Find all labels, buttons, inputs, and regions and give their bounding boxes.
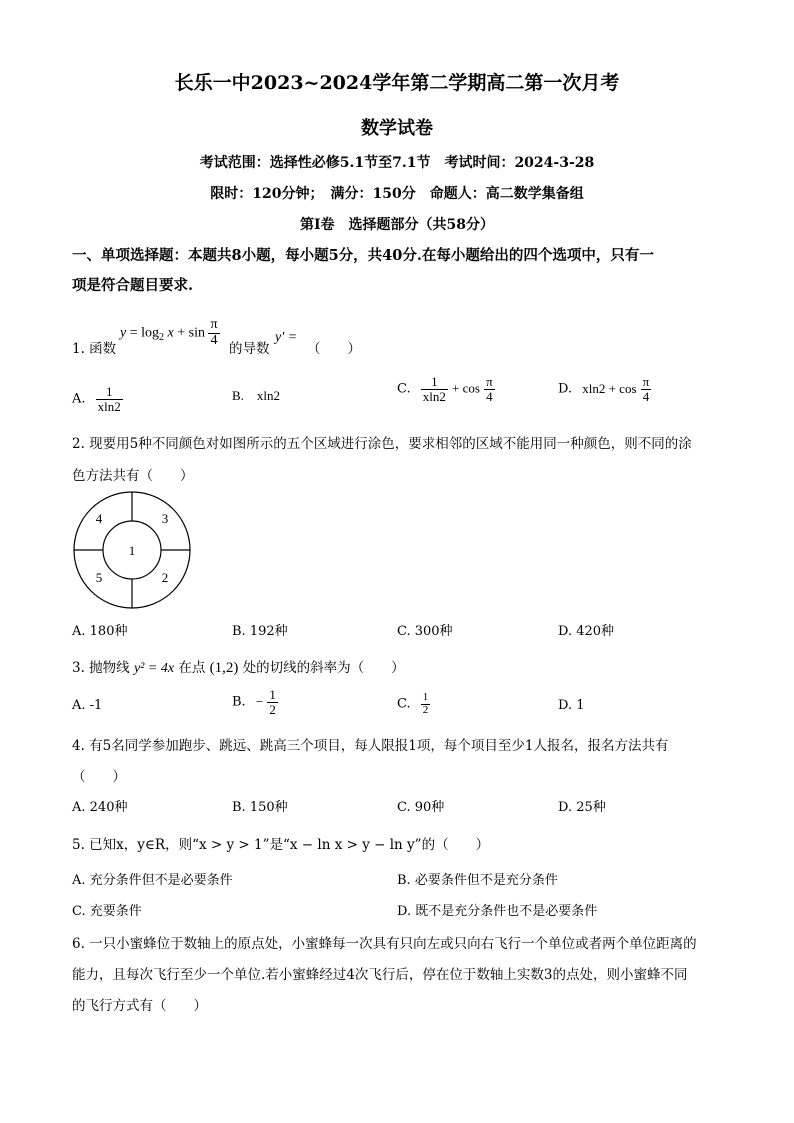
q1-option-d[interactable]: D. xln2 + cos $\frac{\pi}{4}$ [558,374,650,404]
q1-paren: （ ） [307,341,361,357]
q2-option-b[interactable]: B. 192种 [232,624,288,639]
section-instruction-line2: 项是符合题目要求. [72,277,194,294]
q2-option-d[interactable]: D. 420种 [558,624,615,639]
q5-option-c[interactable]: C. 充要条件 [72,904,142,919]
q1-yprime: y′ = [275,330,298,345]
q1-option-c[interactable]: C. $\frac{1}{xln2}$ + cos $\frac{\pi}{4}$ [397,374,493,404]
q4-option-a[interactable]: A. 240种 [72,800,128,815]
q4-line1: 4. 有5名同学参加跑步、跳远、跳高三个项目，每人限报1项，每个项目至少1人报名，报名方法共有 [72,738,669,754]
section-instruction-line1: 一、单项选择题：本题共8小题，每小题5分，共40分.在每小题给出的四个选项中，只有一 [72,247,654,264]
q1-mid: 的导数 [229,341,270,357]
q5-option-a[interactable]: A. 充分条件但不是必要条件 [72,873,233,888]
q2-option-a[interactable]: A. 180种 [72,624,128,639]
q6-line3: 的飞行方式有（ ） [72,998,207,1014]
region-label: 5 [95,570,103,585]
q3-option-b[interactable]: B. − $\frac{1}{2}$ [232,687,276,717]
q6-line2: 能力，且每次飞行至少一个单位.若小蜜蜂经过4次飞行后，停在位于数轴上实数3的点处，则小蜜蜂不同 [72,967,688,983]
q1-option-a[interactable]: A. $\frac{1}{xln2}$ [72,384,121,414]
q1-pi-over-4: $\frac{\pi}{4}$ [210,317,218,348]
q1-prefix: 1. 函数 [72,341,117,357]
q6-line1: 6. 一只小蜜蜂位于数轴上的原点处，小蜜蜂每一次具有只向左或只向右飞行一个单位或者两个单位距离的 [72,936,697,952]
region-label: 4 [95,511,103,526]
q2-line2: 色方法共有（ ） [72,468,194,484]
q2-ring-diagram [72,489,192,611]
region-label: 3 [161,511,169,526]
region-label: 2 [161,570,169,585]
q4-option-c[interactable]: C. 90种 [397,800,445,815]
q2-option-c[interactable]: C. 300种 [397,624,453,639]
q4-option-b[interactable]: B. 150种 [232,800,288,815]
q3-option-c[interactable]: C. $\frac{1}{2}$ [397,691,429,716]
q3-option-d[interactable]: D. 1 [558,698,585,713]
q4-line2: （ ） [72,769,126,785]
q5-option-b[interactable]: B. 必要条件但不是充分条件 [397,873,558,888]
q5-option-d[interactable]: D. 既不是充分条件也不是必要条件 [397,904,598,919]
q2-line1: 2. 现要用5种不同颜色对如图所示的五个区域进行涂色，要求相邻的区域不能用同一种颜色，则不同的涂 [72,436,692,452]
q5-text: 5. 已知x，y∈R，则“x > y > 1”是“x − ln x > y − ln y”的（ ） [72,837,490,853]
q3-text: 3. 抛物线 y² = 4x 在点 (1,2) 处的切线的斜率为（ ） [72,660,405,676]
q1-function: $y = \log_2 x + \sin$ $\frac{\pi}{4}$ [120,317,218,348]
q3-option-a[interactable]: A. -1 [72,698,103,713]
q1-option-b[interactable]: B. xln2 [232,388,281,403]
q4-option-d[interactable]: D. 25种 [558,800,606,815]
exam-title: 长乐一中2023~2024学年第二学期高二第一次月考 [174,72,620,94]
exam-meta-time: 限时：120分钟； 满分：150分 命题人：高二数学集备组 [210,186,584,202]
part-heading: 第Ⅰ卷 选择题部分（共58分） [299,217,495,233]
exam-subtitle: 数学试卷 [361,118,433,139]
exam-meta-range: 考试范围：选择性必修5.1节至7.1节 考试时间：2024-3-28 [199,155,595,171]
region-label: 1 [128,543,136,558]
